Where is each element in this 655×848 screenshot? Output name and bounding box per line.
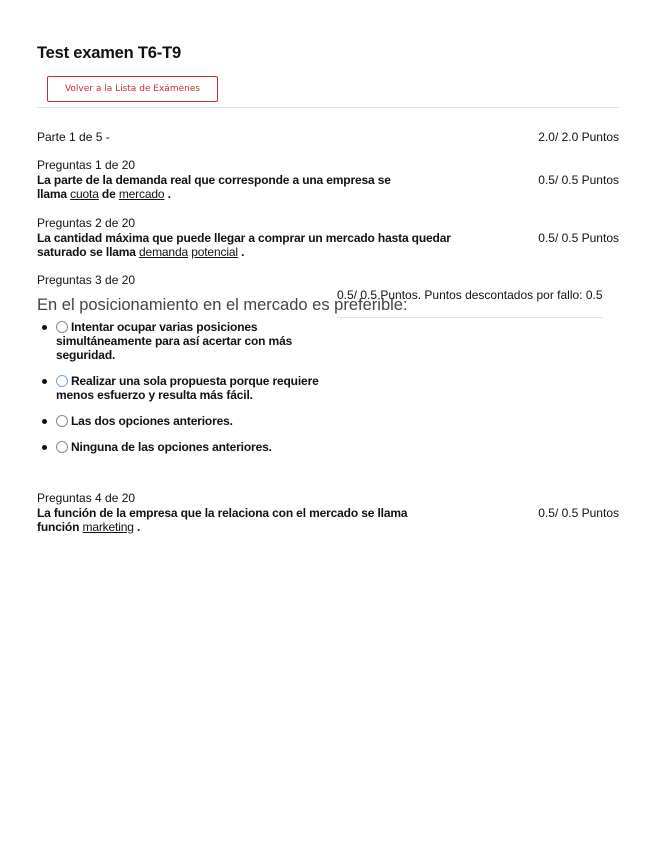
option-label: Ninguna de las opciones anteriores.: [71, 440, 272, 454]
page-title: Test examen T6-T9: [37, 44, 181, 62]
question-1-answer-2: mercado: [118, 187, 165, 201]
header-divider: [37, 107, 619, 108]
question-3-points: 0.5/ 0.5 Puntos. Puntos descontados por fallo: 0.5: [337, 288, 603, 302]
question-4-number: Preguntas 4 de 20: [37, 491, 136, 505]
question-4-line2-prefix: función: [37, 520, 83, 534]
question-1-number: Preguntas 1 de 20: [37, 158, 136, 172]
question-2-answer-2: potencial: [191, 245, 238, 259]
question-1-line1: La parte de la demanda real que corresponde a una empresa se: [37, 173, 391, 187]
question-1-mid: de: [98, 187, 119, 201]
option-label: Las dos opciones anteriores.: [71, 414, 233, 428]
question-2-text: [37, 231, 451, 259]
question-4-points: 0.5/ 0.5 Puntos: [538, 506, 619, 520]
bullet-icon: [42, 325, 47, 330]
question-3-number: Preguntas 3 de 20: [37, 273, 136, 287]
question-2-number: Preguntas 2 de 20: [37, 216, 136, 230]
option-label: Intentar ocupar varias posiciones simultáneamente para así acertar con más seguridad.: [56, 320, 293, 362]
back-to-exam-list-button[interactable]: Volver a la Lista de Exámenes: [47, 76, 218, 102]
question-4-text: [37, 506, 407, 534]
question-4-end: .: [133, 520, 141, 534]
question-1-line2-prefix: llama: [37, 187, 71, 201]
option-label: Realizar una sola propuesta porque requiere menos esfuerzo y resulta más fácil.: [56, 374, 319, 402]
part-points: 2.0/ 2.0 Puntos: [538, 130, 619, 144]
question-1-points: 0.5/ 0.5 Puntos: [538, 173, 619, 187]
question-1-text: [37, 173, 391, 201]
question-2-answer-1: demanda: [139, 245, 189, 259]
question-2-line1: La cantidad máxima que puede llegar a comprar un mercado hasta quedar: [37, 231, 451, 245]
question-4-line1: La función de la empresa que la relaciona con el mercado se llama: [37, 506, 408, 520]
question-4-answer-1: marketing: [82, 520, 134, 534]
bullet-icon: [42, 379, 47, 384]
question-2-end: .: [237, 245, 245, 259]
question-1-answer-1: cuota: [70, 187, 99, 201]
question-3-divider: [337, 317, 603, 318]
part-label: Parte 1 de 5 -: [37, 130, 110, 144]
question-1-end: .: [164, 187, 171, 201]
question-2-points: 0.5/ 0.5 Puntos: [538, 231, 619, 245]
bullet-icon: [42, 445, 47, 450]
bullet-icon: [42, 419, 47, 424]
question-2-line2-prefix: saturado se llama: [37, 245, 140, 259]
question-3-prompt: En el posicionamiento en el mercado es preferible:: [37, 296, 408, 314]
